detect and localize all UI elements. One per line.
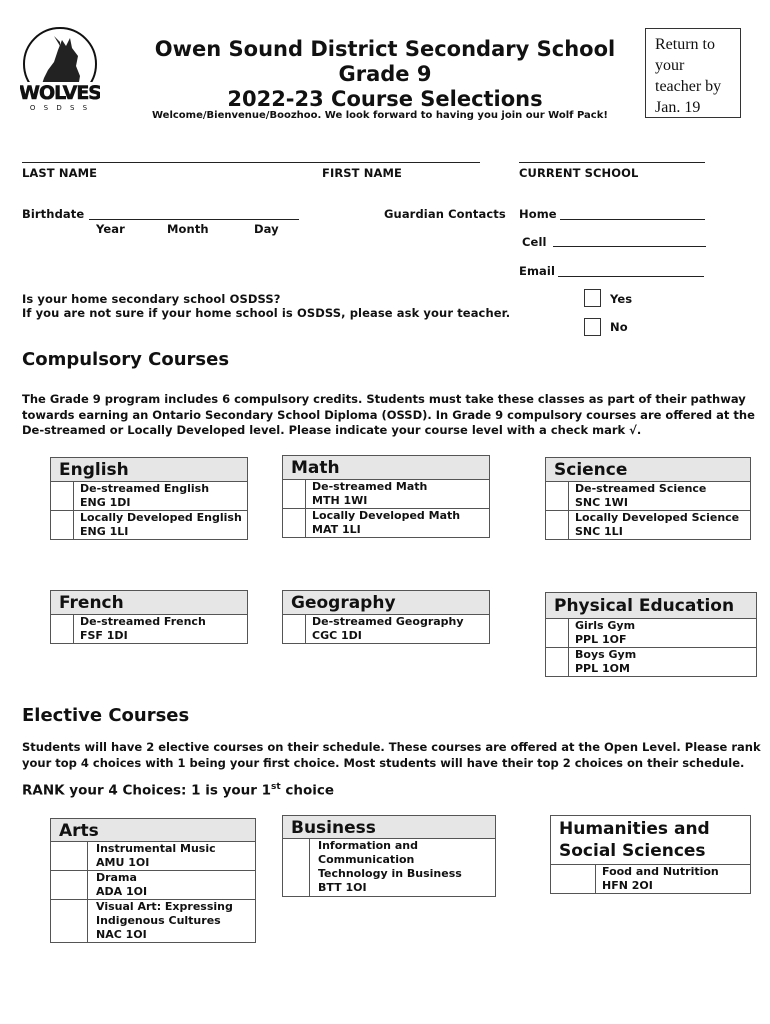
science-destreamed-checkbox[interactable] <box>546 482 569 511</box>
math-course-table <box>282 455 490 538</box>
home-label: Home <box>519 207 557 221</box>
english-locally-developed-option <box>74 511 248 540</box>
course-name: Instrumental Music <box>96 842 216 855</box>
geography-title: Geography <box>283 591 490 615</box>
cell-label: Cell <box>522 235 547 249</box>
elective-intro <box>22 740 761 771</box>
email-label: Email <box>519 264 555 278</box>
drama-rank-box[interactable] <box>51 871 88 900</box>
math-destreamed-checkbox[interactable] <box>283 480 306 509</box>
course-name: Drama <box>96 871 137 884</box>
business-title: Business <box>283 816 496 839</box>
ict-business-option <box>310 839 496 897</box>
course-code: ENG 1DI <box>80 496 131 509</box>
english-destreamed-option <box>74 482 248 511</box>
french-title: French <box>51 591 248 615</box>
return-note-line: teacher by <box>655 78 722 95</box>
compulsory-heading: Compulsory Courses <box>22 349 230 370</box>
math-title: Math <box>283 456 490 480</box>
course-name: De-streamed Science <box>575 482 707 495</box>
visual-art-rank-box[interactable] <box>51 900 88 943</box>
return-note-line: your <box>655 57 685 74</box>
girls-gym-checkbox[interactable] <box>546 619 569 648</box>
food-nutrition-option <box>596 865 751 894</box>
month-label: Month <box>167 222 209 236</box>
current-school-label: CURRENT SCHOOL <box>519 166 639 180</box>
course-name: Girls Gym <box>575 619 636 632</box>
return-note-line: Jan. 19 <box>655 99 701 116</box>
rank-instruction-sup: st <box>271 782 281 792</box>
course-code: NAC 1OI <box>96 928 147 941</box>
girls-gym-option <box>569 619 757 648</box>
welcome-text: Welcome/Bienvenue/Boozhoo. We look forward to having you join our Wolf Pack! <box>152 110 608 121</box>
rank-instruction <box>22 782 334 799</box>
humanities-title <box>551 816 751 865</box>
course-code: MAT 1LI <box>312 523 361 536</box>
geography-destreamed-checkbox[interactable] <box>283 615 306 644</box>
email-input-line[interactable] <box>558 276 704 277</box>
school-logo <box>20 26 100 112</box>
return-note-box <box>645 28 741 118</box>
last-name-label: LAST NAME <box>22 166 98 180</box>
birthdate-label: Birthdate <box>22 207 85 221</box>
yes-label: Yes <box>610 292 633 306</box>
boys-gym-checkbox[interactable] <box>546 648 569 677</box>
course-name-line2: Communication <box>318 853 415 866</box>
rank-instruction-suffix: choice <box>280 782 335 799</box>
cell-phone-input-line[interactable] <box>553 246 706 247</box>
logo-text: WOLVES <box>20 82 100 104</box>
elective-intro-line: Students will have 2 elective courses on their schedule. These courses are offered at the Open Level. Please rank <box>22 740 761 754</box>
english-title: English <box>51 458 248 482</box>
course-name: De-streamed Math <box>312 480 428 493</box>
course-name: De-streamed English <box>80 482 210 495</box>
course-code: ENG 1LI <box>80 525 129 538</box>
food-nutrition-rank-box[interactable] <box>551 865 596 894</box>
course-code: CGC 1DI <box>312 629 362 642</box>
compulsory-intro <box>22 392 755 439</box>
course-code: SNC 1WI <box>575 496 628 509</box>
course-name: De-streamed French <box>80 615 206 628</box>
ict-business-rank-box[interactable] <box>283 839 310 897</box>
english-destreamed-checkbox[interactable] <box>51 482 74 511</box>
english-course-table <box>50 457 248 540</box>
course-code: ADA 1OI <box>96 885 148 898</box>
grade-title: Grade 9 <box>338 62 432 86</box>
course-name: De-streamed Geography <box>312 615 464 628</box>
drama-option <box>88 871 256 900</box>
course-name: Locally Developed Science <box>575 511 740 524</box>
boys-gym-option <box>569 648 757 677</box>
school-name: Owen Sound District Secondary School <box>154 37 616 61</box>
course-name: Information and <box>318 839 418 852</box>
course-code: BTT 1OI <box>318 881 367 894</box>
arts-title: Arts <box>51 819 256 842</box>
geography-course-table <box>282 590 490 644</box>
current-school-input-line[interactable] <box>519 162 705 163</box>
science-destreamed-option <box>569 482 751 511</box>
first-name-label: FIRST NAME <box>322 166 402 180</box>
science-course-table <box>545 457 751 540</box>
phys-ed-course-table <box>545 592 757 677</box>
return-note-line: Return to <box>655 36 715 53</box>
phys-ed-title: Physical Education <box>546 593 757 619</box>
compulsory-intro-line: De-streamed or Locally Developed level. Please indicate your course level with a check mark √. <box>22 423 642 437</box>
humanities-title-line2: Social Sciences <box>559 841 706 861</box>
guardian-contacts-label: Guardian Contacts <box>384 207 506 221</box>
rank-instruction-text: RANK your 4 Choices: 1 is your 1 <box>22 782 272 799</box>
course-code: PPL 1OM <box>575 662 630 675</box>
arts-course-table <box>50 818 256 943</box>
course-name-line2: Indigenous Cultures <box>96 914 221 927</box>
course-code: FSF 1DI <box>80 629 128 642</box>
french-destreamed-option <box>74 615 248 644</box>
business-course-table <box>282 815 496 897</box>
course-code: HFN 2OI <box>602 879 653 892</box>
math-locally-developed-checkbox[interactable] <box>283 509 306 538</box>
day-label: Day <box>254 222 279 236</box>
elective-intro-line: your top 4 choices with 1 being your first choice. Most students will have their top 2 choices on their schedule. <box>22 755 745 770</box>
humanities-title-line1: Humanities and <box>559 819 710 839</box>
course-name: Boys Gym <box>575 648 637 661</box>
osdss-question: Is your home secondary school OSDSS? <box>22 292 281 306</box>
course-name-line3: Technology in Business <box>318 867 462 880</box>
visual-art-option <box>88 900 256 943</box>
osdss-note: If you are not sure if your home school is OSDSS, please ask your teacher. <box>22 306 511 320</box>
science-title: Science <box>546 458 751 482</box>
compulsory-intro-line: The Grade 9 program includes 6 compulsory credits. Students must take these classes as part of their pathway <box>22 392 746 406</box>
year-label: Year <box>96 222 125 236</box>
english-locally-developed-checkbox[interactable] <box>51 511 74 540</box>
course-code: MTH 1WI <box>312 494 368 507</box>
science-locally-developed-option <box>569 511 751 540</box>
course-code: PPL 1OF <box>575 633 627 646</box>
compulsory-intro-line: towards earning an Ontario Secondary School Diploma (OSSD). In Grade 9 compulsory courses are offered at the <box>22 407 755 422</box>
science-locally-developed-checkbox[interactable] <box>546 511 569 540</box>
birthdate-input-line[interactable] <box>89 219 299 220</box>
name-input-line[interactable] <box>22 162 480 163</box>
course-code: AMU 1OI <box>96 856 150 869</box>
course-name: Locally Developed English <box>80 511 242 524</box>
home-phone-input-line[interactable] <box>560 219 705 220</box>
no-label: No <box>610 320 628 334</box>
french-course-table <box>50 590 248 644</box>
math-destreamed-option <box>306 480 490 509</box>
elective-heading: Elective Courses <box>22 705 190 726</box>
course-code: SNC 1LI <box>575 525 623 538</box>
logo-subtext: O S D S S <box>29 104 91 112</box>
course-name: Food and Nutrition <box>602 865 719 878</box>
course-name: Visual Art: Expressing <box>96 900 233 913</box>
course-selections-title: 2022-23 Course Selections <box>227 87 543 111</box>
humanities-course-table <box>550 815 751 894</box>
math-locally-developed-option <box>306 509 490 538</box>
geography-destreamed-option <box>306 615 490 644</box>
instrumental-music-option <box>88 842 256 871</box>
yes-checkbox[interactable] <box>584 289 601 307</box>
course-name: Locally Developed Math <box>312 509 461 522</box>
french-destreamed-checkbox[interactable] <box>51 615 74 644</box>
instrumental-music-rank-box[interactable] <box>51 842 88 871</box>
no-checkbox[interactable] <box>584 318 601 336</box>
